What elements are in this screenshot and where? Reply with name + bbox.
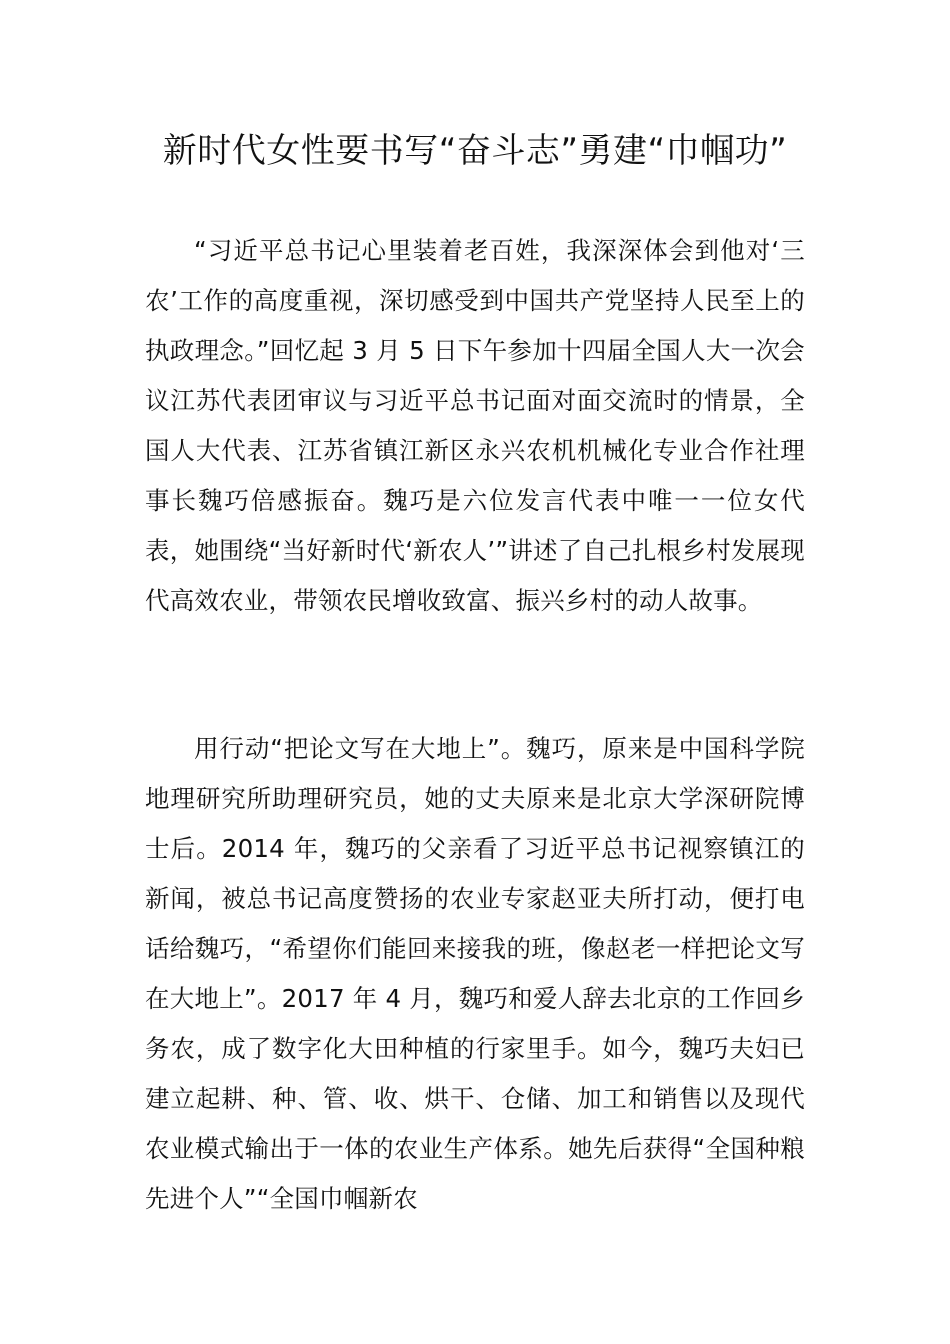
document-title: 新时代女性要书写“奋斗志”勇建“巾帼功” bbox=[162, 131, 788, 171]
paragraph-section-1: 用行动“把论文写在大地上”。魏巧，原来是中国科学院地理研究所助理研究员，她的丈夫原来是北京大学深研院博士后。2014 年，魏巧的父亲看了习近平总书记视察镇江的新闻，被总书记高度赞扬的农业专家赵亚夫所打动，便打电话给魏巧，“希望你们能回来接我的班，像赵老一样把论文写在大地上”。2017 年 4 月，魏巧和爱人辞去北京的工作回乡务农，成了数字化大田种植的行家里手。如今，魏巧夫妇已建立起耕、种、管、收、烘干、仓储、加工和销售以及现代农业模式输出于一体的农业生产体系。她先后获得“全国种粮先进个人”“全国巾帼新农 bbox=[145, 734, 805, 1213]
paragraph-intro: “习近平总书记心里装着老百姓，我深深体会到他对‘三农’工作的高度重视，深切感受到中国共产党坚持人民至上的执政理念。”回忆起 3 月 5 日下午参加十四届全国人大一次会议江苏代表团审议与习近平总书记面对面交流时的情景，全国人大代表、江苏省镇江新区永兴农机机械化专业合作社理事长魏巧倍感振奋。魏巧是六位发言代表中唯一一位女代表，她围绕“当好新时代‘新农人’”讲述了自己扎根乡村发展现代高效农业，带领农民增收致富、振兴乡村的动人故事。 bbox=[145, 236, 805, 615]
